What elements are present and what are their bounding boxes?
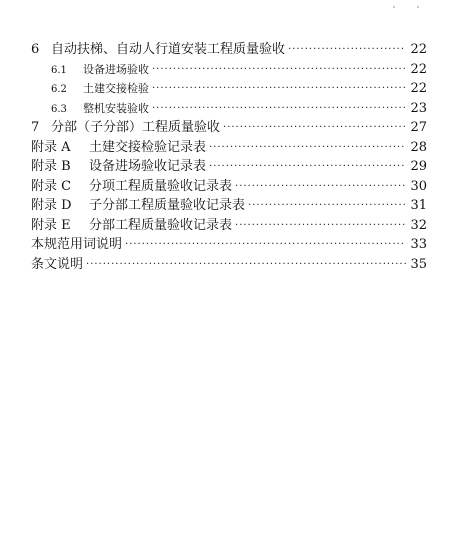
toc-entry-page: 22: [410, 42, 427, 57]
toc-entry-page: 29: [410, 159, 427, 174]
toc-entry-title: 分部工程质量验收记录表: [89, 217, 233, 233]
toc-entry-section-6-2: [31, 79, 427, 99]
toc-entry-number: 附录 A: [31, 139, 71, 155]
toc-entry-title: 分项工程质量验收记录表: [89, 178, 233, 194]
toc-entry-appendix-a: [31, 138, 427, 158]
toc-entry-title: 子分部工程质量验收记录表: [89, 198, 246, 213]
toc-entry-number: 附录 C: [31, 178, 72, 194]
dot-leader: [223, 118, 406, 138]
dot-leader: [125, 235, 406, 255]
toc-entry-title: 设备进场验收记录表: [89, 159, 207, 174]
toc-entry-appendix-c: [31, 177, 427, 197]
toc-entry-title: 设备进场验收: [83, 62, 149, 76]
toc-entry-appendix-e: [31, 216, 427, 236]
toc-entry-title: 条文说明: [31, 256, 84, 272]
toc-entry-section-6-3: [31, 99, 427, 119]
toc-entry-page: 22: [410, 81, 427, 96]
toc-entry-chapter-7: [31, 118, 427, 138]
toc-entry-number: 附录 D: [31, 198, 72, 213]
table-of-contents: [31, 40, 427, 274]
toc-entry-number: 6: [31, 42, 40, 57]
toc-entry-terminology: [31, 235, 427, 255]
toc-entry-page: 30: [410, 178, 427, 194]
toc-entry-title: 分部（子分部）工程质量验收: [51, 120, 221, 135]
toc-entry-page: 23: [410, 100, 427, 116]
toc-entry-page: 35: [410, 256, 427, 272]
dot-leader: [152, 99, 406, 119]
dot-leader: [209, 138, 406, 158]
toc-entry-appendix-b: [31, 157, 427, 177]
dot-leader: [235, 177, 406, 197]
dot-leader: [235, 216, 406, 236]
toc-entry-title: 自动扶梯、自动人行道安装工程质量验收: [51, 42, 286, 57]
toc-entry-page: 32: [410, 217, 427, 233]
toc-entry-chapter-6: [31, 40, 427, 60]
dot-leader: [248, 196, 406, 216]
dot-leader: [209, 157, 406, 177]
toc-entry-page: 28: [410, 139, 427, 155]
scan-speck: [417, 6, 419, 8]
dot-leader: [288, 40, 406, 60]
toc-entry-appendix-d: [31, 196, 427, 216]
toc-entry-number: 7: [31, 120, 40, 135]
toc-entry-number: 6.1: [51, 64, 67, 76]
toc-entry-section-6-1: [31, 60, 427, 80]
toc-entry-title: 整机安装验收: [83, 101, 149, 115]
dot-leader: [86, 255, 406, 275]
toc-entry-page: 27: [410, 120, 427, 135]
toc-entry-number: 6.3: [51, 103, 67, 115]
toc-entry-page: 22: [410, 61, 427, 77]
toc-entry-page: 31: [410, 198, 427, 213]
toc-entry-title: 土建交接检验记录表: [89, 139, 207, 155]
toc-entry-number: 附录 B: [31, 159, 71, 174]
dot-leader: [152, 79, 406, 99]
toc-entry-title: 土建交接检验: [83, 82, 149, 95]
toc-entry-explanation: [31, 255, 427, 275]
toc-entry-number: 附录 E: [31, 217, 71, 233]
scan-speck: [393, 6, 395, 8]
dot-leader: [152, 60, 406, 80]
toc-entry-title: 本规范用词说明: [31, 237, 123, 252]
toc-entry-number: 6.2: [51, 84, 67, 95]
toc-entry-page: 33: [410, 237, 427, 252]
